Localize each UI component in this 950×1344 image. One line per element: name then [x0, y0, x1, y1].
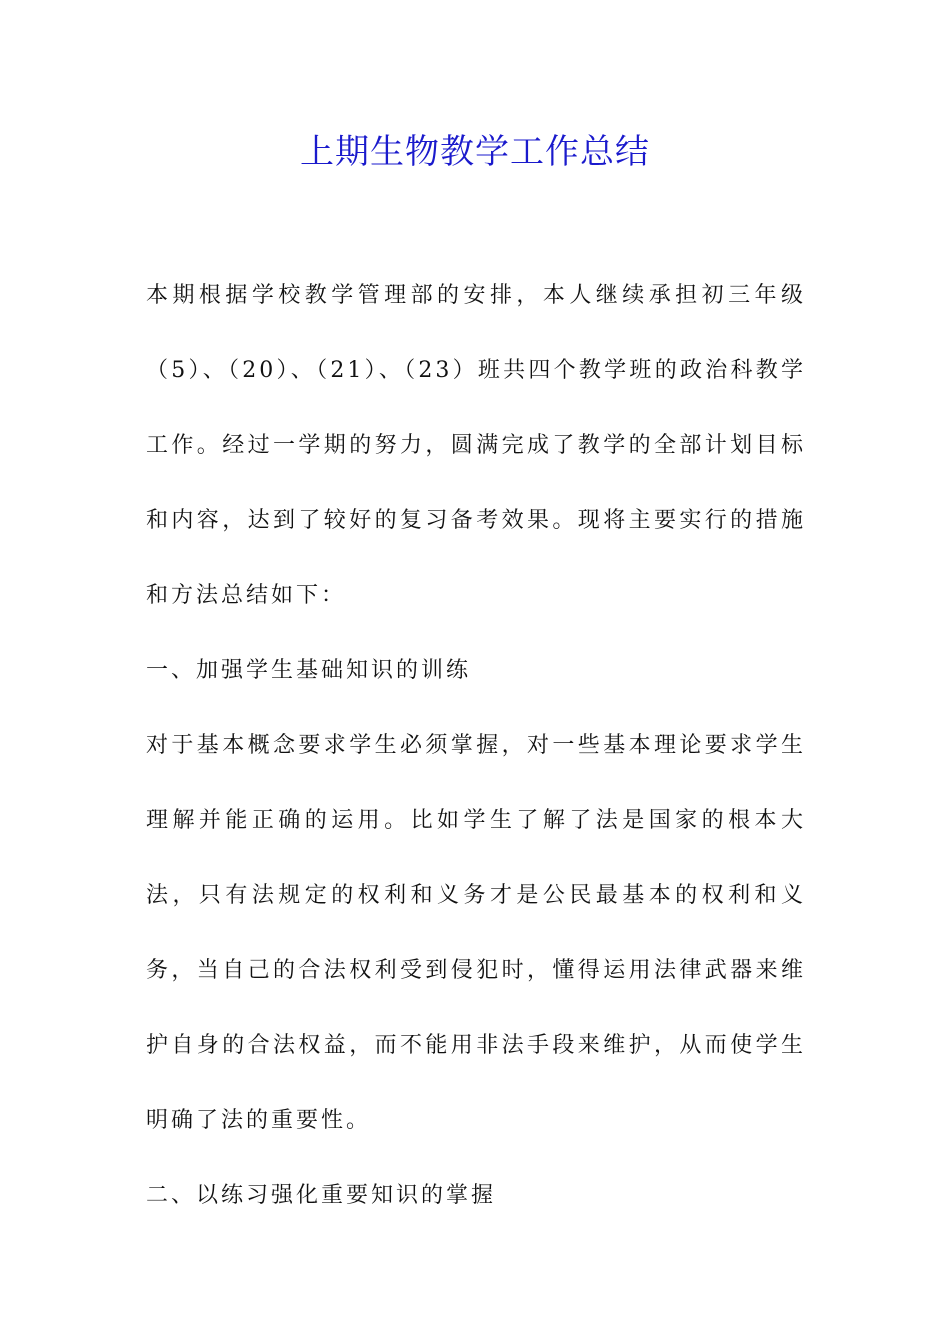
document-body — [146, 258, 806, 1233]
document-title: 上期生物教学工作总结 — [300, 132, 650, 172]
section-heading-2: 二、以练习强化重要知识的掌握 — [146, 1183, 497, 1208]
section-1-paragraph: 对于基本概念要求学生必须掌握，对一些基本理论要求学生理解并能正确的运用。比如学生了解了法是国家的根本大法，只有法规定的权利和义务才是公民最基本的权利和义务，当自己的合法权利受到侵犯时，懂得运用法律武器来维护自身的合法权益，而不能用非法手段来维护，从而使学生明确了法的重要性。 — [146, 733, 806, 1133]
section-heading-1: 一、加强学生基础知识的训练 — [146, 658, 472, 683]
intro-paragraph: 本期根据学校教学管理部的安排，本人继续承担初三年级（5）、（20）、（21）、（23）班共四个教学班的政治科教学工作。经过一学期的努力，圆满完成了教学的全部计划目标和内容，达到了较好的复习备考效果。现将主要实行的措施和方法总结如下： — [146, 283, 806, 608]
